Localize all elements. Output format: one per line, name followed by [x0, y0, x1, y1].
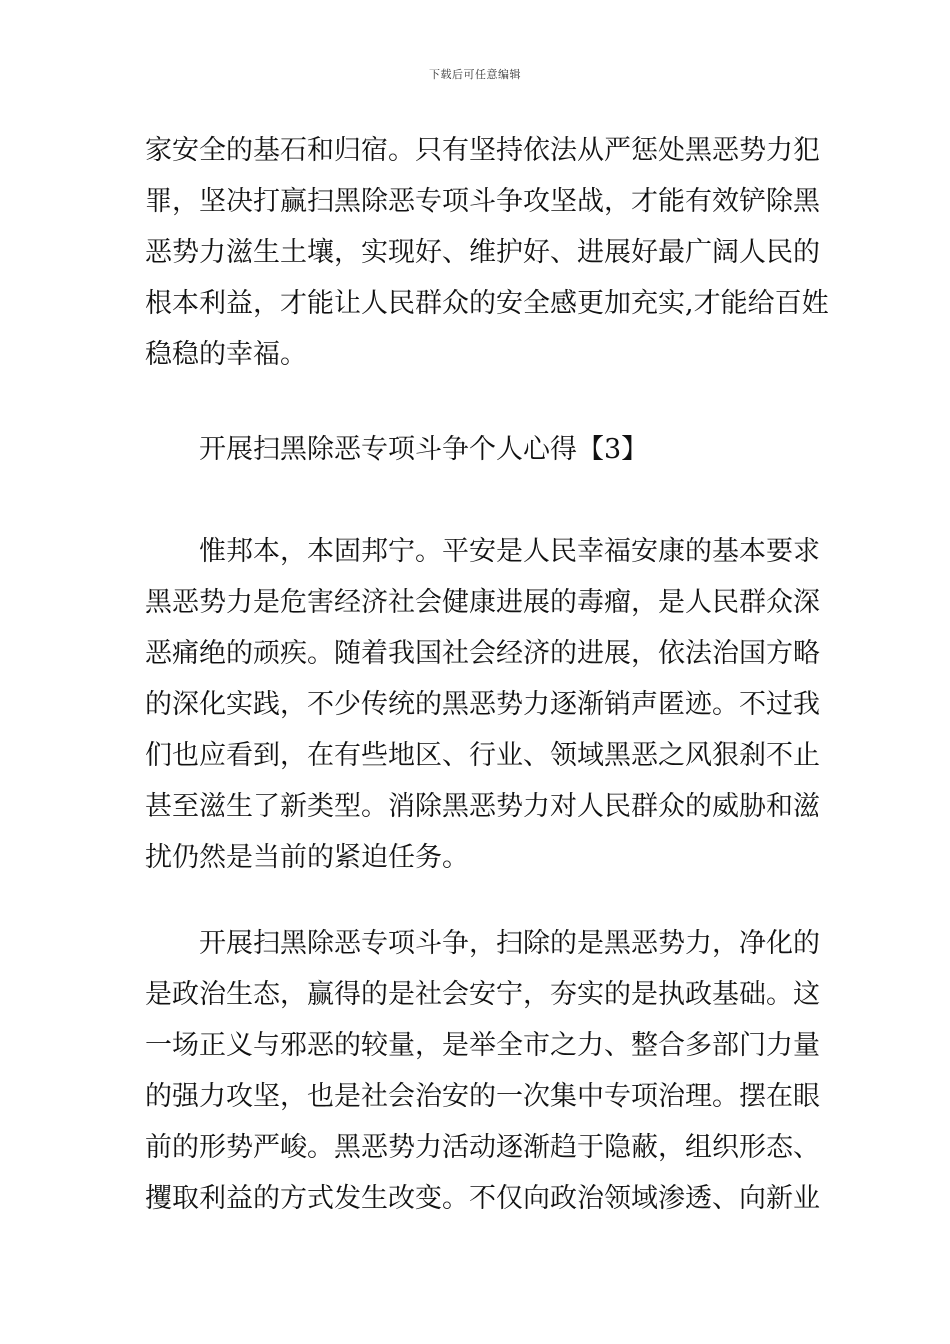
paragraph-line: 根本利益，才能让人民群众的安全感更加充实,才能给百姓 [145, 288, 829, 319]
paragraph-line: 攫取利益的方式发生改变。不仅向政治领域渗透、向新业 [145, 1183, 820, 1214]
paragraph-line: 的深化实践，不少传统的黑恶势力逐渐销声匿迹。不过我 [145, 689, 820, 720]
paragraph-line: 是政治生态，赢得的是社会安宁，夯实的是执政基础。这 [145, 979, 820, 1010]
section-heading [145, 424, 810, 475]
paragraph-line: 稳稳的幸福。 [145, 339, 307, 370]
paragraph-line: 扰仍然是当前的紧迫任务。 [145, 842, 469, 873]
paragraph-3 [145, 918, 820, 1224]
paragraph-2 [145, 526, 820, 883]
paragraph-line: 甚至滋生了新类型。消除黑恶势力对人民群众的威胁和滋 [145, 791, 820, 822]
header-note: 下载后可任意编辑 [429, 68, 521, 81]
paragraph-line: 家安全的基石和归宿。只有坚持依法从严惩处黑恶势力犯 [145, 135, 820, 166]
paragraph-line: 黑恶势力是危害经济社会健康进展的毒瘤，是人民群众深 [145, 587, 820, 618]
paragraph-line: 罪，坚决打赢扫黑除恶专项斗争攻坚战，才能有效铲除黑 [145, 186, 820, 217]
paragraph-line: 恶势力滋生土壤，实现好、维护好、进展好最广阔人民的 [145, 237, 820, 268]
paragraph-line: 恶痛绝的顽疾。随着我国社会经济的进展，依法治国方略 [145, 638, 820, 669]
paragraph-line: 的强力攻坚，也是社会治安的一次集中专项治理。摆在眼 [145, 1081, 820, 1112]
paragraph-line: 惟邦本，本固邦宁。平安是人民幸福安康的基本要求 [199, 536, 820, 567]
paragraph-line: 一场正义与邪恶的较量，是举全市之力、整合多部门力量 [145, 1030, 820, 1061]
paragraph-line: 前的形势严峻。黑恶势力活动逐渐趋于隐蔽，组织形态、 [145, 1132, 820, 1163]
paragraph-line: 开展扫黑除恶专项斗争，扫除的是黑恶势力，净化的 [199, 928, 820, 959]
paragraph-1 [145, 125, 829, 380]
heading-text: 开展扫黑除恶专项斗争个人心得【3】 [199, 434, 649, 465]
paragraph-line: 们也应看到，在有些地区、行业、领域黑恶之风狠刹不止 [145, 740, 820, 771]
